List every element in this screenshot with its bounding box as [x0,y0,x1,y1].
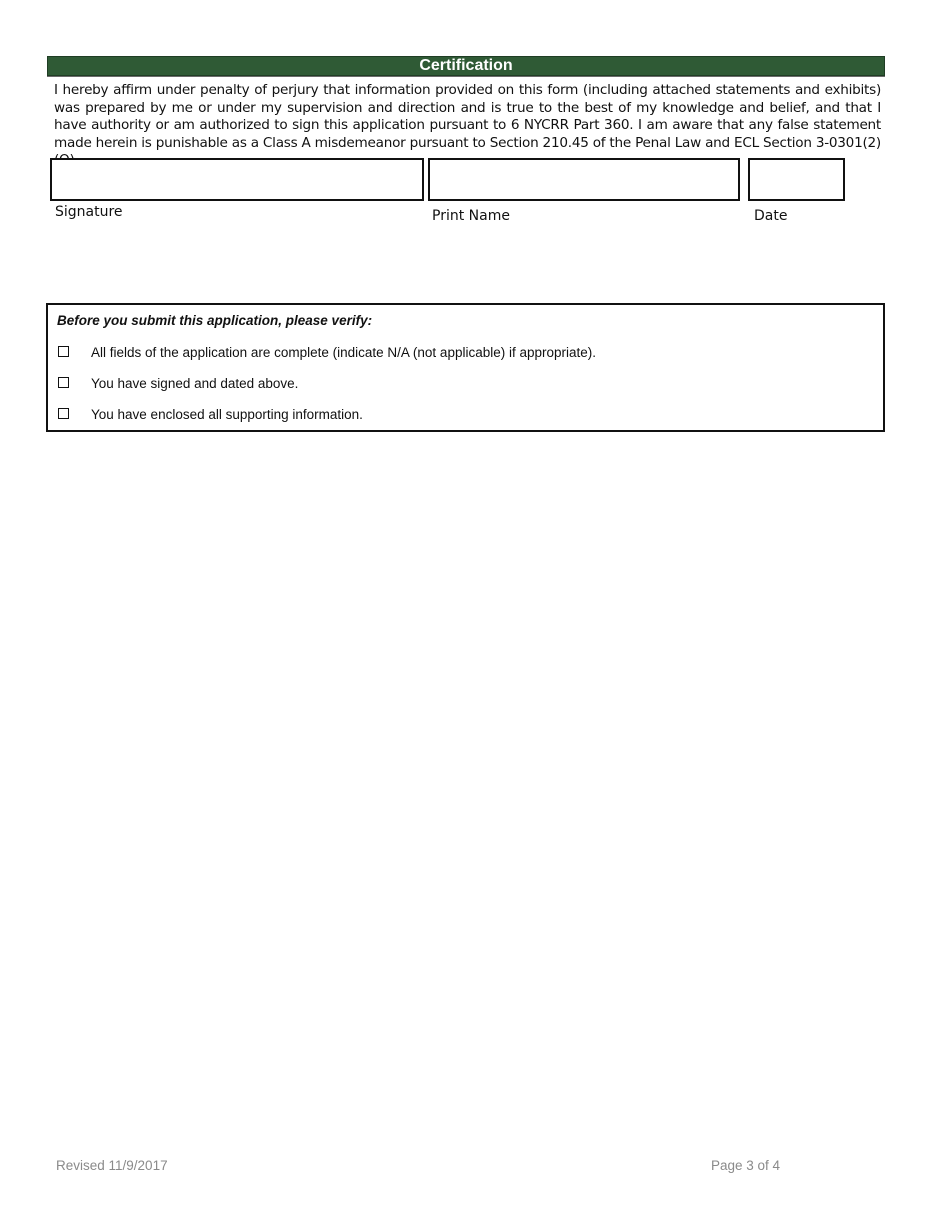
checkbox-fields-complete[interactable] [58,346,69,357]
print-name-label: Print Name [432,208,510,224]
page-number: Page 3 of 4 [711,1158,781,1173]
checklist-title: Before you submit this application, please verify: [57,313,373,328]
checklist-item-label: All fields of the application are complete (indicate N/A (not applicable) if appropriate). [91,345,597,360]
print-name-field[interactable] [428,158,740,201]
checklist-item-label: You have signed and dated above. [91,376,299,391]
signature-label: Signature [55,204,123,220]
signature-field[interactable] [50,158,424,201]
revision-date: Revised 11/9/2017 [56,1158,168,1173]
certification-statement: I hereby affirm under penalty of perjury that information provided on this form (including attached statements and exhibits) was prepared by me or under my supervision and direction and is true to the best of my knowledge and belief, and that I have authority or am authorized to sign this application pursuant to 6 NYCRR Part 360. I am aware that any false statement made herein is punishable as a Class A misdemeanor pursuant to Section 210.45 of the Penal Law and ECL Section 3-0301(2) [54,82,881,151]
checkbox-signed-dated[interactable] [58,377,69,388]
certification-header: Certification [47,56,885,76]
checkbox-supporting-info[interactable] [58,408,69,419]
date-label: Date [754,208,788,224]
date-field[interactable] [748,158,845,201]
header-divider [47,76,885,77]
checklist-item-label: You have enclosed all supporting information. [91,407,363,422]
verification-checklist [46,303,885,432]
